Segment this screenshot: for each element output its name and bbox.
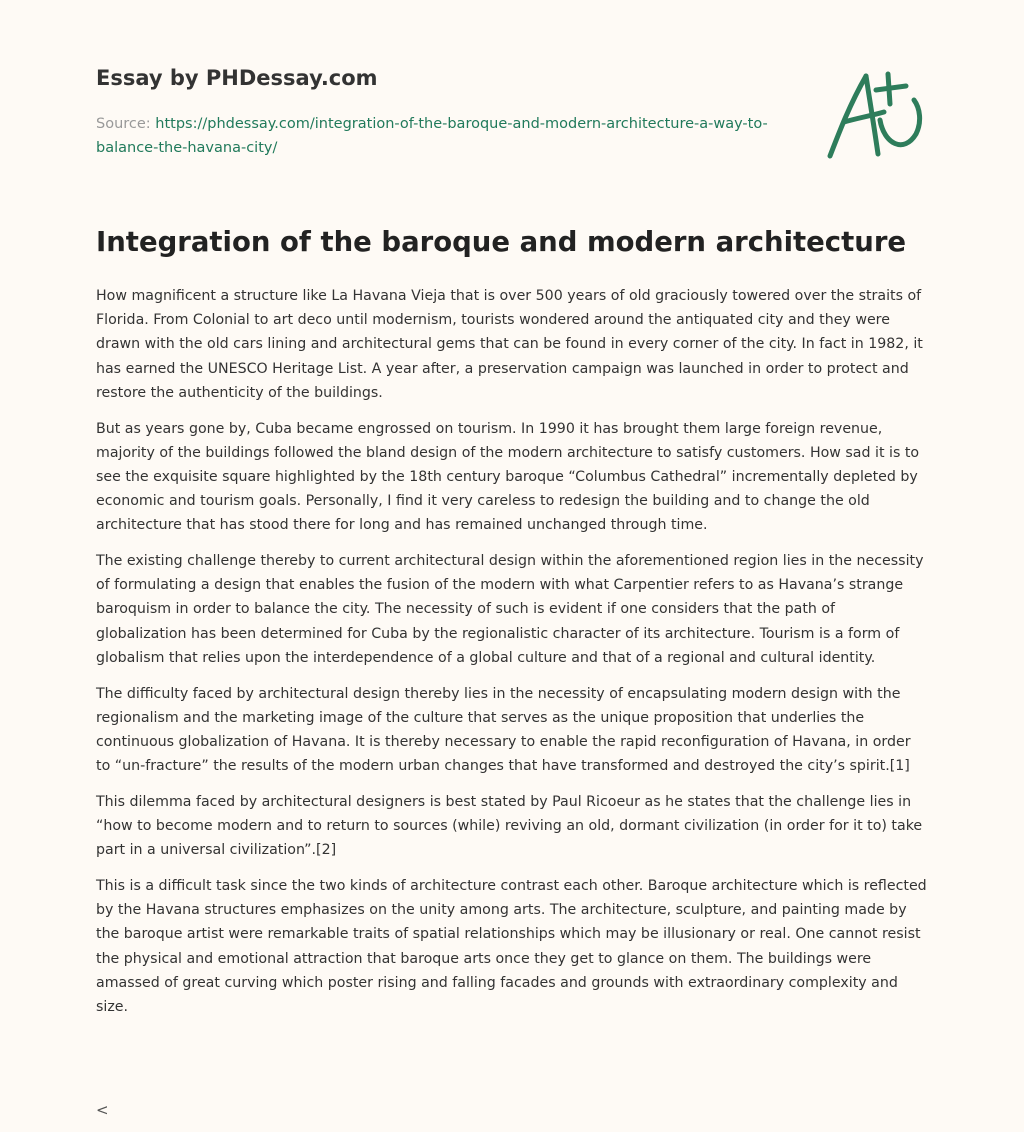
essay-paragraph: This dilemma faced by architectural designers is best stated by Paul Ricoeur as he states that the challenge lies in “how to become modern and to return to sources (while) reviving an old, dormant civilization (in order for it to) take part in a universal civilization”.[2]: [96, 793, 923, 859]
prev-page-button[interactable]: <: [96, 1101, 109, 1119]
essay-title: Integration of the baroque and modern architecture: [96, 226, 907, 258]
essay-body: [96, 284, 928, 1031]
essay-paragraph: How magnificent a structure like La Havana Vieja that is over 500 years of old graciously towered over the straits of Florida. From Colonial to art deco until modernism, tourists wondered around the antiquated city and they were drawn with the old cars lining and architectural gems that can be found in every corner of the city. In fact in 1982, it has earned the UNESCO Heritage List. A year after, a preservation campaign was launched in order to protect and restore the authenticity of the buildings.: [96, 288, 923, 401]
essay-paragraph: The difficulty faced by architectural design thereby lies in the necessity of encapsulating modern design with the regionalism and the marketing image of the culture that serves as the unique proposition that underlies the continuous globalization of Havana. It is thereby necessary to enable the rapid reconfiguration of Havana, in order to “un-fracture” the results of the modern urban changes that have transformed and destroyed the city’s spirit.[1]: [96, 685, 911, 775]
essay-paragraph: But as years gone by, Cuba became engrossed on tourism. In 1990 it has brought them large foreign revenue, majority of the buildings followed the bland design of the modern architecture to satisfy customers. How sad it is to see the exquisite square highlighted by the 18th century baroque “Columbus Cathedral” incrementally depleted by economic and tourism goals. Personally, I find it very careless to redesign the building and to change the old architecture that has stood there for long and has remained unchanged through time.: [96, 420, 920, 534]
source-link[interactable]: https://phdessay.com/integration-of-the-baroque-and-modern-architecture-a-way-to-balance-the-havana-city/: [96, 116, 768, 156]
essay-paragraph: This is a difficult task since the two kinds of architecture contrast each other. Baroque architecture which is reflected by the Havana structures emphasizes on the unity among arts. The architecture, sculpture, and painting made by the baroque artist were remarkable traits of spatial relationships which may be illusionary or real. One cannot resist the physical and emotional attraction that baroque arts once they get to glance on them. The buildings were amassed of great curving which poster rising and falling facades and grounds with extraordinary complexity and size.: [96, 877, 927, 1015]
source-label: Source:: [96, 116, 156, 132]
source-line: [96, 112, 776, 160]
essay-paragraph: The existing challenge thereby to current architectural design within the aforementioned region lies in the necessity of formulating a design that enables the fusion of the modern with what Carpentier refers to as Havana’s strange baroquism in order to balance the city. The necessity of such is evident if one considers that the path of globalization has been determined for Cuba by the regionalistic character of its architecture. Tourism is a form of globalism that relies upon the interdependence of a global culture and that of a regional and cultural identity.: [96, 553, 924, 666]
site-title: Essay by PHDessay.com: [96, 66, 378, 90]
a-plus-grade-icon: [826, 68, 926, 164]
